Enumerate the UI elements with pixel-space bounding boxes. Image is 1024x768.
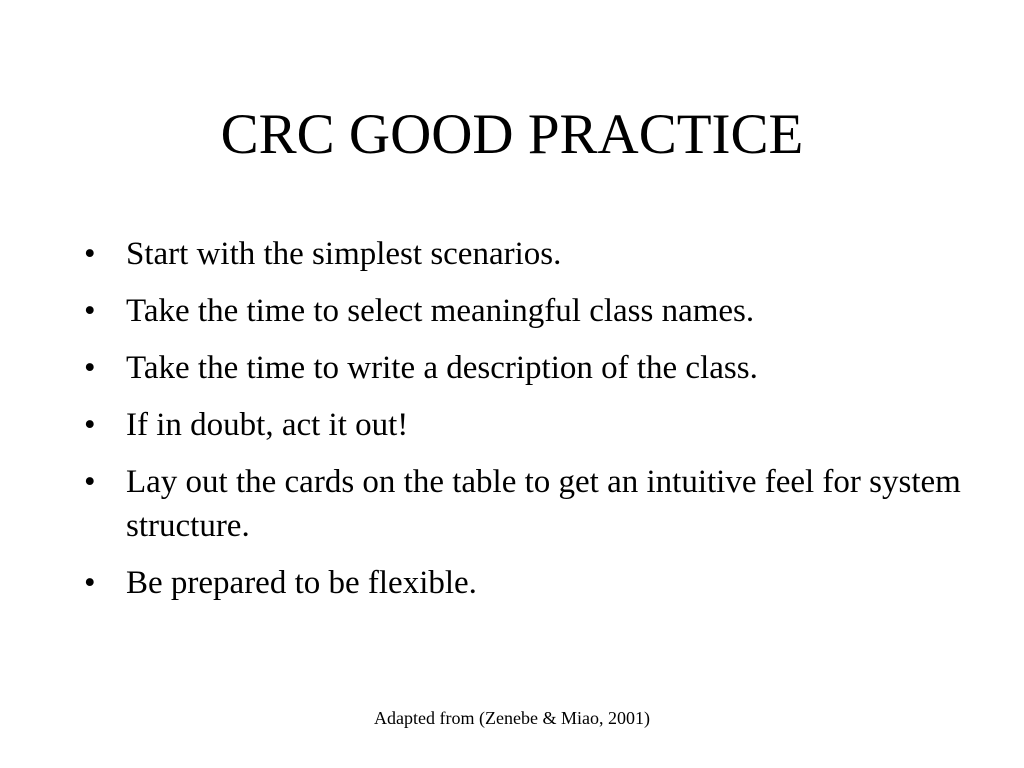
bullet-item [84, 460, 964, 548]
bullet-list [84, 232, 964, 618]
source-citation: Adapted from (Zenebe & Miao, 2001) [374, 708, 650, 728]
bullet-marker: • [84, 464, 96, 500]
bullet-text: Take the time to select meaningful class names. [126, 293, 755, 329]
bullet-item [84, 289, 964, 333]
bullet-marker: • [84, 565, 96, 601]
bullet-text: If in doubt, act it out! [126, 407, 409, 443]
bullet-marker: • [84, 293, 96, 329]
bullet-text: Lay out the cards on the table to get an intuitive feel for system structure. [126, 464, 961, 544]
bullet-text: Be prepared to be flexible. [126, 565, 477, 601]
bullet-item [84, 561, 964, 605]
slide-title: CRC GOOD PRACTICE [220, 103, 804, 166]
bullet-marker: • [84, 236, 96, 272]
bullet-text: Take the time to write a description of the class. [126, 350, 758, 386]
bullet-text: Start with the simplest scenarios. [126, 236, 562, 272]
bullet-item [84, 346, 964, 390]
bullet-marker: • [84, 407, 96, 443]
bullet-item [84, 403, 964, 447]
bullet-item [84, 232, 964, 276]
bullet-marker: • [84, 350, 96, 386]
